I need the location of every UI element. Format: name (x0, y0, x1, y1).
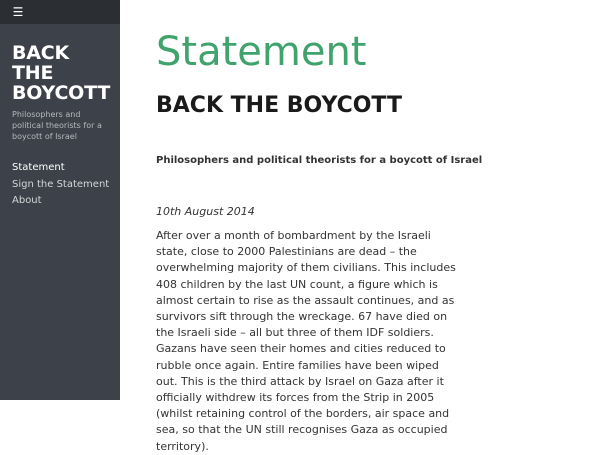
nav-item-sign-the-statement[interactable]: Sign the Statement (12, 178, 110, 190)
top-bar (0, 0, 120, 24)
nav-item-statement[interactable]: Statement (12, 162, 65, 173)
statement-heading: BACK THE BOYCOTT (156, 93, 402, 118)
statement-subheading: Philosophers and political theorists for a boycott of Israel (156, 155, 483, 166)
hamburger-menu-icon[interactable]: ☰ (12, 5, 24, 19)
sidebar (0, 0, 120, 400)
statement-date: 10th August 2014 (156, 205, 255, 218)
statement-body: After over a month of bombardment by the Israeli state, close to 2000 Palestinians are dead – the overwhelming majority of them civilians. This includes 408 children by the last UN count, a figure which is almost certain to rise as the assault continues, and as survivors sift through the wreckage. 67 have died on the Israeli side – all but three of them IDF soldiers. Gazans have seen their homes and cities reduced to rubble once again. Entire families have been wiped out. This is the third attack by Israel on Gaza after it officially withdrew its forces from the Strip in 2005 (whilst retaining control of the borders, air space and sea, so that the UN still recognises Gaza as occupied territory). (156, 229, 456, 453)
nav-item-about[interactable]: About (12, 195, 42, 206)
site-title[interactable]: BACK THE BOYCOTT (12, 42, 111, 104)
main-navigation (12, 160, 116, 210)
page-title: Statement (156, 29, 367, 75)
site-description: Philosophers and political theorists for a boycott of Israel (12, 110, 102, 141)
main-content (156, 0, 483, 453)
